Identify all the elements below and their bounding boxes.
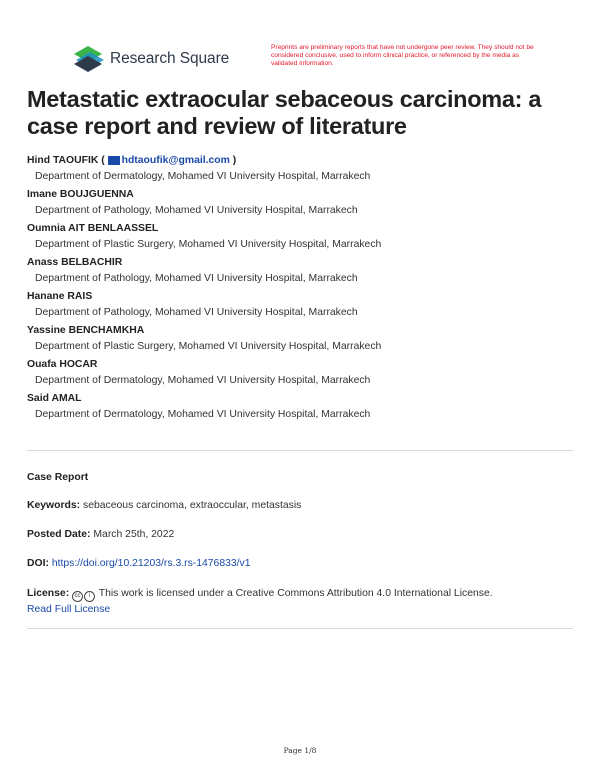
cc-icon: cc — [72, 591, 83, 602]
divider — [27, 450, 573, 451]
divider — [27, 628, 573, 629]
doi: DOI: https://doi.org/10.21203/rs.3.rs-1476833/v1 — [27, 558, 251, 569]
author-name: Hanane RAIS — [27, 291, 93, 302]
author-affiliation: Department of Plastic Surgery, Mohamed VI University Hospital, Marrakech — [35, 340, 382, 352]
author-email-link[interactable]: hdtaoufik@gmail.com — [121, 155, 230, 166]
author-list — [27, 153, 572, 425]
preprint-disclaimer: Preprints are preliminary reports that have not undergone peer review. They should not be considered conclusive, used to inform clinical practice, or referenced by the media as validated information. — [271, 44, 534, 67]
author-name: Said AMAL — [27, 393, 82, 404]
license: License: cc i This work is licensed under a Creative Commons Attribution 4.0 International License. Read Full License — [27, 588, 493, 615]
author-name: Ouafa HOCAR — [27, 359, 98, 370]
author-name: Anass BELBACHIR — [27, 257, 123, 268]
author-name: Yassine BENCHAMKHA — [27, 325, 145, 336]
author-name: Hind TAOUFIK ( hdtaoufik@gmail.com ) — [27, 155, 237, 166]
author-affiliation: Department of Dermatology, Mohamed VI University Hospital, Marrakech — [35, 170, 371, 182]
research-square-logo[interactable] — [74, 46, 229, 72]
author-affiliation: Department of Pathology, Mohamed VI University Hospital, Marrakech — [35, 204, 358, 216]
cc-by-icon: i — [84, 591, 95, 602]
logo-text: Research Square — [110, 50, 230, 67]
read-full-license-link[interactable]: Read Full License — [27, 604, 111, 615]
author-affiliation: Department of Dermatology, Mohamed VI University Hospital, Marrakech — [35, 374, 371, 386]
author-name: Oumnia AIT BENLAASSEL — [27, 223, 159, 234]
posted-date: Posted Date: March 25th, 2022 — [27, 529, 175, 540]
author-affiliation: Department of Pathology, Mohamed VI University Hospital, Marrakech — [35, 272, 358, 284]
author-affiliation: Department of Pathology, Mohamed VI University Hospital, Marrakech — [35, 306, 358, 318]
author-affiliation: Department of Plastic Surgery, Mohamed VI University Hospital, Marrakech — [35, 238, 382, 250]
doi-link[interactable]: https://doi.org/10.21203/rs.3.rs-1476833/v1 — [51, 558, 251, 569]
envelope-icon — [108, 156, 120, 165]
keywords: Keywords: sebaceous carcinoma, extraoccular, metastasis — [27, 500, 302, 511]
page-number: Page 1/8 — [283, 746, 317, 755]
author-affiliation: Department of Dermatology, Mohamed VI University Hospital, Marrakech — [35, 408, 371, 420]
article-type: Case Report — [27, 472, 89, 483]
research-square-logo-icon — [74, 46, 104, 72]
paper-title: Metastatic extraocular sebaceous carcinoma: a case report and review of literature — [27, 86, 542, 139]
author-name: Imane BOUJGUENNA — [27, 189, 134, 200]
